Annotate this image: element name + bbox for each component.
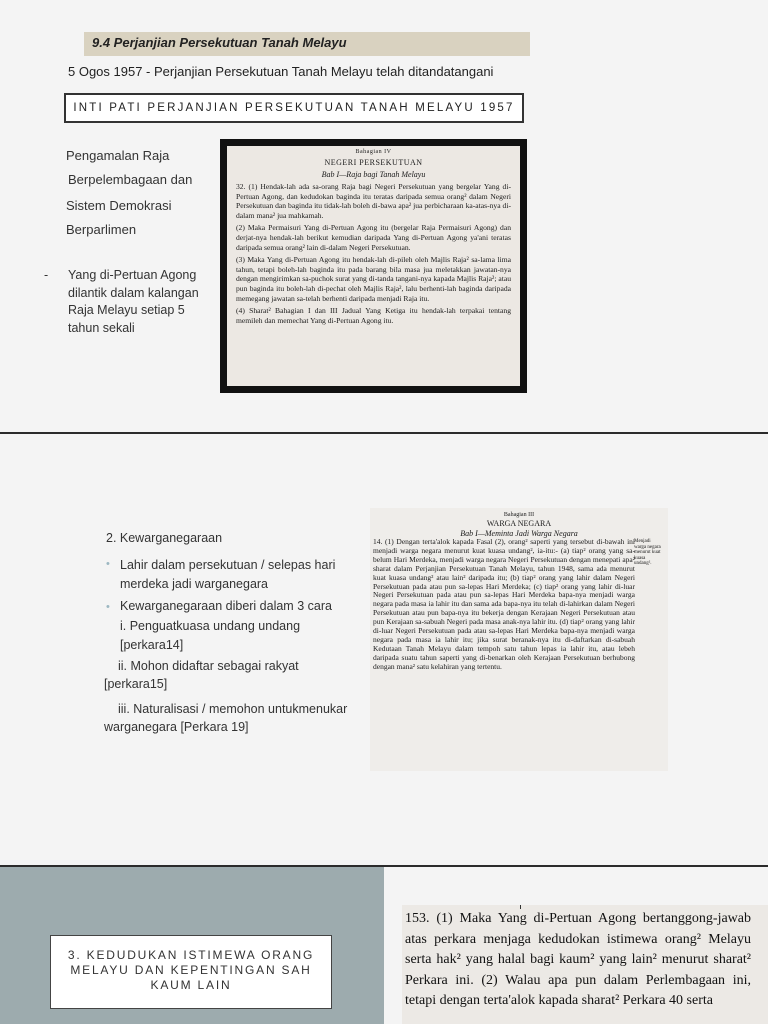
boxed-title: INTI PATI PERJANJIAN PERSEKUTUAN TANAH MELAYU 1957 xyxy=(64,93,524,123)
cursor-mark xyxy=(520,905,521,909)
section-title: 9.4 Perjanjian Persekutuan Tanah Melayu xyxy=(92,35,347,50)
scan-heading: NEGERI PERSEKUTUAN xyxy=(324,158,423,167)
handwritten-line-4: Berparlimen xyxy=(66,222,137,237)
bullet-text: Yang di-Pertuan Agong dilantik dalam kalangan Raja Melayu setiap 5 tahun sekali xyxy=(68,268,199,335)
citizenship-way-3a: iii. Naturalisasi / memohon untukmenukar xyxy=(118,702,348,716)
scan-heading: WARGA NEGARA xyxy=(486,519,552,528)
article-153-scan xyxy=(402,905,768,1024)
scan-chapter: Bab I—Raja bagi Tanah Melayu xyxy=(321,170,426,179)
handwritten-line-1: Pengamalan Raja xyxy=(66,148,170,163)
scan-document xyxy=(227,146,520,386)
date-line: 5 Ogos 1957 - Perjanjian Persekutuan Tanah Melayu telah ditandatangani xyxy=(68,64,494,79)
citizenship-way-3b: warganegara [Perkara 19] xyxy=(104,720,249,734)
citizenship-scan xyxy=(370,508,668,771)
citizenship-bullet-2: Kewarganegaraan diberi dalam 3 cara xyxy=(120,599,332,613)
handwritten-line-2: Berpelembagaan dan xyxy=(68,172,193,187)
scan-part: Bahagian III xyxy=(503,512,535,518)
special-position-title: 3. KEDUDUKAN ISTIMEWA ORANG MELAYU DAN KEPENTINGAN SAH KAUM LAIN xyxy=(50,935,332,1009)
bullet-dot: • xyxy=(106,601,110,613)
section-title-band xyxy=(84,32,530,56)
scan-clause-3: (3) Maka Yang di-Pertuan Agong itu hendak-lah di-pileh oleh Majlis Raja² sa-lama lima tahun, tetapi boleh-lah baginda itu pada barang bila masa jua meletakkan jawatan-nya dengan mengirimkan sa-puchok surat yang di-tanda tangani-nya kapada Majlis Raja²; atau pun baginda itu boleh-lah di-pechat oleh Majlis Raja², lalu berhenti-lah baginda daripada memegang jawatan sa-telah berhenti daripada menjadi Raja itu. xyxy=(236,255,511,303)
scan-clause-1: 32. (1) Hendak-lah ada sa-orang Raja bagi Negeri Persekutuan yang bergelar Yang di-Pertuan Agong, dan kedudokan baginda itu teratas daripada semua orang² dalam Negeri Persekutuan dan baginda itu tidak-lah boleh di-bawa apa² jua perbicharaan ka-atas-nya di-dalam mana² jua mahkamah. xyxy=(236,182,511,220)
scan-clause-4: (4) Sharat² Bahagian I dan III Jadual Yang Ketiga itu hendak-lah terpakai tentang memileh dan memechat Yang di-Pertuan Agong itu. xyxy=(236,306,511,325)
bullet-dot: • xyxy=(106,558,110,570)
citizenship-heading: 2. Kewarganegaraan xyxy=(106,531,223,545)
scan-body: 14. (1) Dengan terta'alok kapada Fasal (2), orang² saperti yang tersebut di-bawah ini menjadi warga negara menurut kuat kuasa undang², ia-itu:- (a) tiap² orang yang sa-belum Hari Merdeka, menjadi warga negara Negeri Persekutuan dengan menepati apa² sharat dalam Perjanjian Persekutuan Tanah Melayu, tahun 1948, sama ada menurut kuat kuasa undang² atau lain² daripada itu; (b) tiap² orang yang lahir dalam Negeri Persekutuan pada atau pun sa-lepas Hari Merdeka; (c) tiap² orang yang lahir di-luar Negeri Persekutuan pada atau pun sa-lepas Hari Merdeka bapa-nya menjadi warga negara pada masa ia lahir itu dan sama ada bapa-nya itu telah di-lahirkan dalam Negeri Persekutuan atau pun bapa-nya itu bekerja dengan Kerajaan Negeri Persekutuan atau pun Kerajaan sa-sabuah Negeri pada masa anak-nya lahir itu. (d) tiap² orang yang lahir di-luar Negeri Persekutuan pada atau sa-lepas Hari Merdeka bapa-nya menjadi warga negara pada masa ia lahir itu; jika surat beranak-nya itu di-daftarkan di-sabuah Kedutaan Tanah Melayu dalam tempoh satu tahun lepas ia lahir itu, atau lebeh daripada suatu tahun saperti yang di-benarkan oleh Kerajaan Persekutuan berhubong dengan mana² satu kelahiran yang tertentu. xyxy=(373,537,635,671)
scan-chapter: Bab I—Meminta Jadi Warga Negara xyxy=(460,529,578,538)
citizenship-way-2a: ii. Mohon didaftar sebagai rakyat xyxy=(118,659,299,673)
scan-part: Bahagian IV xyxy=(355,149,392,155)
handwritten-line-3: Sistem Demokrasi xyxy=(66,198,172,213)
citizenship-bullet-1: Lahir dalam persekutuan / selepas hari merdeka jadi warganegara xyxy=(120,558,336,591)
slide-3-left-panel xyxy=(0,867,384,1024)
citizenship-way-1: i. Penguatkuasa undang undang [perkara14] xyxy=(120,619,301,652)
scan-document-frame xyxy=(220,139,527,393)
bullet-dash: - xyxy=(44,268,49,282)
slide-2 xyxy=(0,434,768,865)
slide-3 xyxy=(0,867,768,1024)
citizenship-way-2b: [perkara15] xyxy=(104,677,168,691)
article-153-text: 153. (1) Maka Yang di-Pertuan Agong bertanggong-jawab atas perkara menjaga kedudokan istimewa orang² Melayu serta hak² yang halal bagi kaum² yang lain² menurut sharat² Perkara ini. (2) Walau apa pun dalam Perlembagaan ini, tetapi dengan terta'alok kapada sharat² Perkara 40 serta xyxy=(405,911,751,1008)
slide-1 xyxy=(0,0,768,432)
scan-margin-note: Menjadi warga negara menurut kuat kuasa undang². xyxy=(634,539,661,566)
scan-clause-2: (2) Maka Permaisuri Yang di-Pertuan Agong itu (bergelar Raja Permaisuri Agong) dan derjat-nya hendak-lah berikut kemudian daripada Yang di-Pertuan Agong ya'ani teratas daripada semua orang² lain di-dalam Negeri Persekutuan. xyxy=(236,223,511,252)
